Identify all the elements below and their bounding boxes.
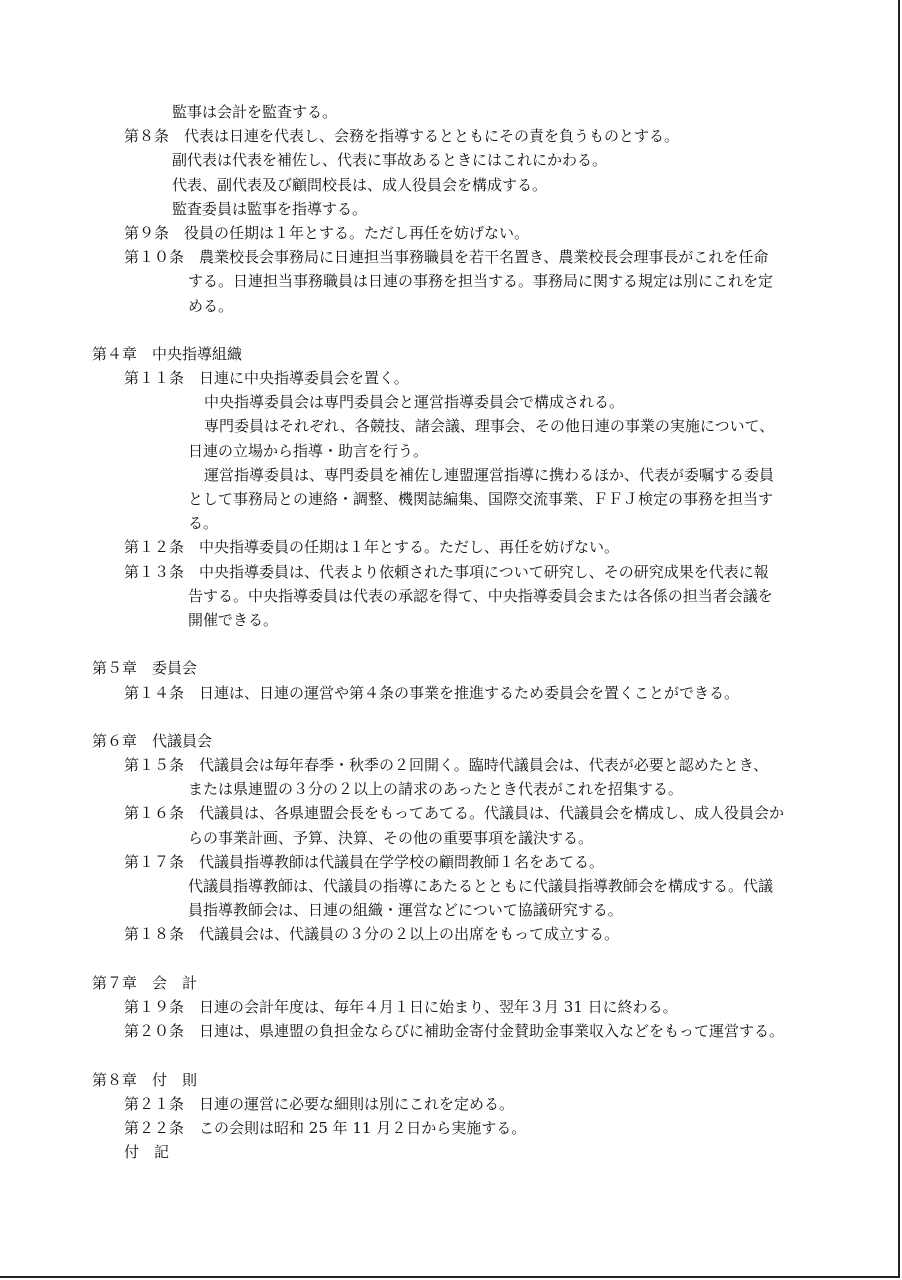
paragraph-line: 員指導教師会は、日連の組織・運営などについて協議研究する。 [188, 901, 623, 920]
chapter-6-heading: 第６章 代議員会 [92, 731, 213, 750]
article-8: 第８条 代表は日連を代表し、会務を指導するとともにその責を負うものとする。 [124, 127, 680, 146]
article-12: 第１２条 中央指導委員の任期は１年とする。ただし、再任を妨げない。 [124, 538, 620, 557]
paragraph-line: 日連の立場から指導・助言を行う。 [188, 441, 429, 460]
article-22: 第２２条 この会則は昭和 25 年 11 月２日から実施する。 [124, 1118, 527, 1137]
paragraph-line: または県連盟の３分の２以上の請求のあったとき代表がこれを招集する。 [188, 780, 683, 799]
article-10: 第１０条 農業校長会事務局に日連担当事務職員を若干名置き、農業校長会理事長がこれを任命 [124, 248, 769, 267]
blank-line [92, 947, 817, 971]
article-17: 第１７条 代議員指導教師は代議員在学学校の顧問教師１名をあてる。 [124, 852, 605, 871]
chapter-5-heading: 第５章 委員会 [92, 659, 198, 678]
paragraph-line: 監事は会計を監査する。 [172, 103, 338, 121]
paragraph-line: 代議員指導教師は、代議員の指導にあたるとともに代議員指導教師会を構成する。代議 [188, 877, 774, 895]
article-21: 第２１条 日連の運営に必要な細則は別にこれを定める。 [124, 1094, 515, 1113]
supplementary-note: 付 記 [124, 1143, 170, 1162]
chapter-8-heading: 第８章 付 則 [92, 1070, 198, 1089]
article-18: 第１８条 代議員会は、代議員の３分の２以上の出席をもって成立する。 [124, 925, 620, 944]
paragraph-line: として事務局との連絡・調整、機関誌編集、国際交流事業、ＦＦＪ検定の事務を担当す [188, 490, 774, 508]
article-16: 第１６条 代議員は、各県連盟会長をもってあてる。代議員は、代議員会を構成し、成人役員会か [124, 804, 785, 823]
chapter-7-heading: 第７章 会 計 [92, 973, 198, 992]
article-20: 第２０条 日連は、県連盟の負担金ならびに補助金寄付金賛助金事業収入などをもって運営する。 [124, 1022, 785, 1041]
document-body [92, 100, 817, 1164]
blank-line [92, 705, 817, 729]
paragraph-line: 開催できる。 [188, 610, 279, 629]
article-9: 第９条 役員の任期は１年とする。ただし再任を妨げない。 [124, 223, 530, 242]
paragraph-line: 告する。中央指導委員は代表の承認を得て、中央指導委員会または各係の担当者会議を [188, 586, 773, 605]
paragraph-line: る。 [188, 514, 219, 533]
article-15: 第１５条 代議員会は毎年春季・秋季の２回開く。臨時代議員会は、代表が必要と認めたとき、 [124, 756, 769, 775]
paragraph-line: 副代表は代表を補佐し、代表に事故あるときにはこれにかわる。 [172, 151, 608, 170]
blank-line [92, 318, 817, 342]
paragraph-line: 中央指導委員会は専門委員会と運営指導委員会で構成される。 [204, 393, 625, 412]
paragraph-line: する。日連担当事務職員は日連の事務を担当する。事務局に関する規定は別にこれを定 [188, 272, 774, 291]
article-14: 第１４条 日連は、日連の運営や第４条の事業を推進するため委員会を置くことができる。 [124, 683, 740, 702]
blank-line [92, 1043, 817, 1067]
blank-line [92, 632, 817, 656]
paragraph-line: 代表、副代表及び顧問校長は、成人役員会を構成する。 [172, 175, 548, 194]
article-13: 第１３条 中央指導委員は、代表より依頼された事項について研究し、その研究成果を代表に報 [124, 562, 769, 581]
paragraph-line: める。 [188, 296, 234, 315]
article-11: 第１１条 日連に中央指導委員会を置く。 [124, 369, 409, 388]
paragraph-line: 運営指導委員は、専門委員を補佐し連盟運営指導に携わるほか、代表が委嘱する委員 [204, 465, 775, 484]
paragraph-line: らの事業計画、予算、決算、その他の重要事項を議決する。 [188, 828, 594, 847]
article-19: 第１９条 日連の会計年度は、毎年４月１日に始まり、翌年３月 31 日に終わる。 [124, 997, 678, 1016]
chapter-4-heading: 第４章 中央指導組織 [92, 344, 243, 363]
paragraph-line: 監査委員は監事を指導する。 [172, 199, 368, 218]
paragraph-line: 専門委員はそれぞれ、各競技、諸会議、理事会、その他日連の事業の実施について、 [204, 417, 775, 436]
